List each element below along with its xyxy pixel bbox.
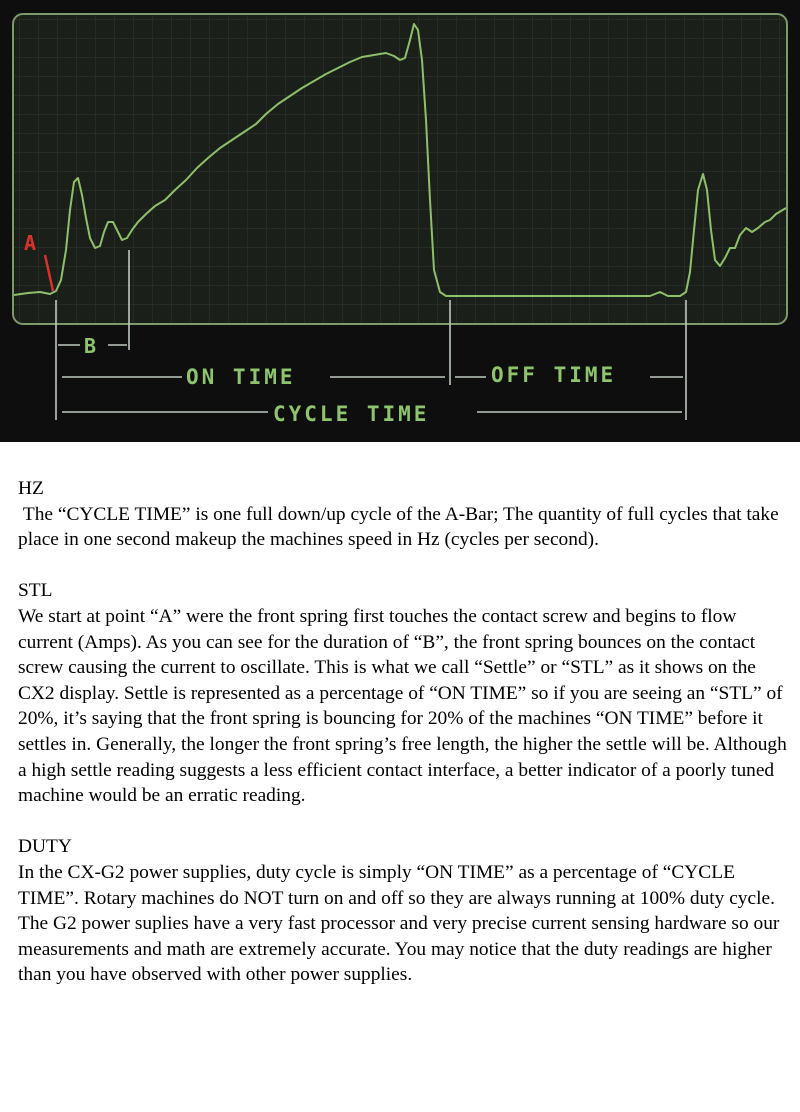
section-stl — [18, 578, 788, 808]
cycle-time-label: CYCLE TIME — [273, 402, 430, 426]
explanation-text — [18, 476, 788, 988]
b-label: B — [84, 334, 100, 358]
section-duty — [18, 834, 788, 988]
oscilloscope-diagram — [0, 0, 800, 442]
section-spacer — [18, 553, 788, 579]
section-title: HZ — [18, 478, 44, 499]
section-body: We start at point “A” were the front spring first touches the contact screw and begins to flow current (Amps). As you can see for the duration of “B”, the front spring bounces on the contact screw causing the current to oscillate. This is what we call “Settle” or “STL” as it shows on the CX2 display. Settle is represented as a percentage of “ON TIME” so if you are seeing an “STL” of 20%, it’s saying that the front spring is bouncing for 20% of the machines “ON TIME” before it settles in. Generally, the longer the front spring’s free length, the higher the settle will be. Although a high settle reading suggests a less efficient contact interface, a better indicator of a poorly tuned machine would be an erratic reading. — [18, 605, 787, 807]
section-title: STL — [18, 580, 53, 602]
section-body: In the CX-G2 power supplies, duty cycle is simply “ON TIME” as a percentage of “CYCLE TIME”. Rotary machines do NOT turn on and off so they are always running at 100% duty cycle. The G2 power suplies have a very fast processor and very precise current sensing hardware so our measurements and math are extremely accurate. You may notice that the duty readings are higher than you have observed with other power supplies. — [18, 861, 780, 986]
section-body: The “CYCLE TIME” is one full down/up cycle of the A-Bar; The quantity of full cycles that take place in one second makeup the machines speed in Hz (cycles per second). — [18, 503, 784, 551]
on-time-label: ON TIME — [186, 365, 296, 389]
section-spacer — [18, 809, 788, 835]
off-time-label: OFF TIME — [491, 363, 617, 387]
section-hz — [18, 476, 788, 553]
section-title: DUTY — [18, 836, 72, 858]
marker-a-label: A — [24, 231, 40, 255]
oscilloscope-figure — [0, 0, 800, 442]
